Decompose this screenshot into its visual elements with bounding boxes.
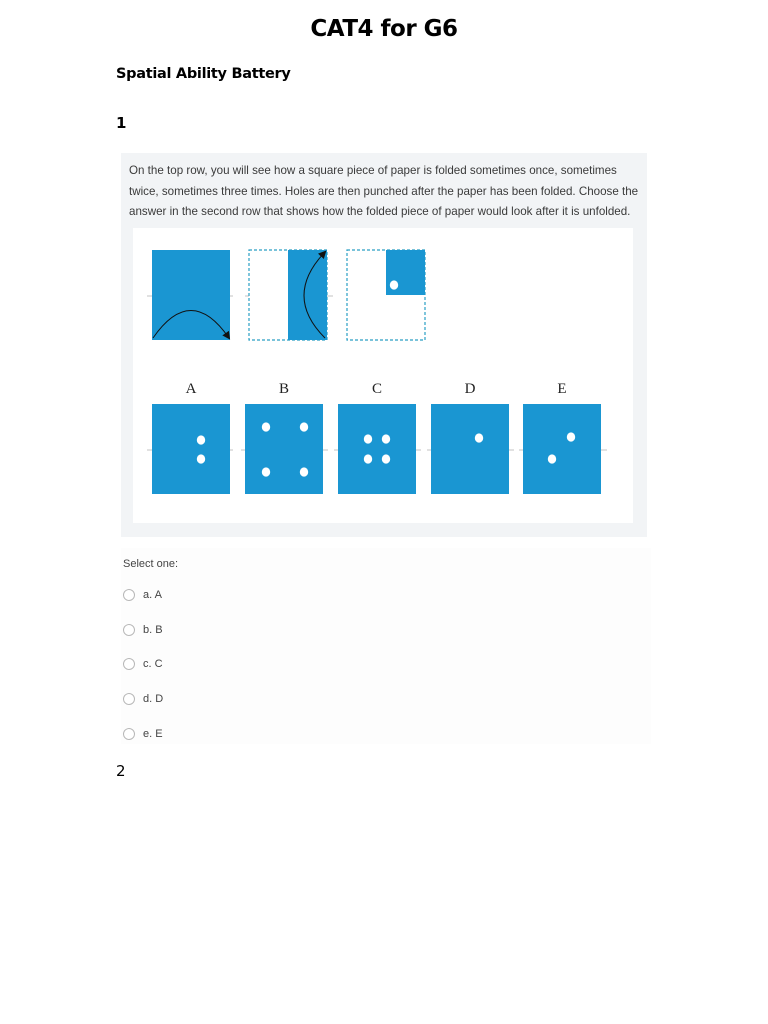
choice-letter-c: C (371, 381, 383, 397)
fold-step-3 (347, 250, 425, 340)
question-2-number: 2 (116, 762, 126, 780)
radio-b[interactable] (123, 624, 135, 636)
choice-letter-d: D (464, 381, 476, 397)
paper-folding-figure (133, 228, 633, 523)
option-b[interactable] (123, 621, 163, 639)
question-prompt: On the top row, you will see how a square piece of paper is folded sometimes once, sometimes twice, sometimes three times. Holes are then punched after the paper has been folded. Choose the answer in the second row that shows how the folded piece of paper would look after it is unfolded. (129, 164, 639, 218)
option-a-label: a. A (143, 589, 162, 601)
option-a[interactable] (123, 586, 162, 604)
choice-figure-a (147, 404, 233, 494)
choice-figure-b (241, 404, 328, 494)
choice-letter-a: A (185, 381, 197, 397)
figure-svg (133, 228, 633, 523)
fold-step-2 (245, 250, 333, 340)
question-1-number: 1 (116, 114, 127, 132)
fold-step-1 (147, 250, 233, 340)
select-one-label: Select one: (123, 558, 179, 570)
question-1-panel (121, 153, 647, 537)
option-e[interactable] (123, 725, 163, 743)
choice-letter-e: E (557, 381, 567, 397)
section-title: Spatial Ability Battery (116, 66, 291, 82)
choice-letter-b: B (278, 381, 290, 397)
radio-e[interactable] (123, 728, 135, 740)
option-c-label: c. C (143, 658, 163, 670)
choice-figure-e (519, 404, 607, 494)
option-d-label: d. D (143, 693, 164, 705)
option-e-label: e. E (143, 728, 163, 740)
choice-figure-c (334, 404, 421, 494)
choice-figure-d (427, 404, 514, 494)
option-b-label: b. B (143, 624, 163, 636)
option-d[interactable] (123, 690, 163, 708)
option-c[interactable] (123, 655, 163, 673)
radio-a[interactable] (123, 589, 135, 601)
radio-c[interactable] (123, 658, 135, 670)
document-title: CAT4 for G6 (310, 16, 458, 42)
radio-d[interactable] (123, 693, 135, 705)
answer-block (121, 548, 651, 744)
